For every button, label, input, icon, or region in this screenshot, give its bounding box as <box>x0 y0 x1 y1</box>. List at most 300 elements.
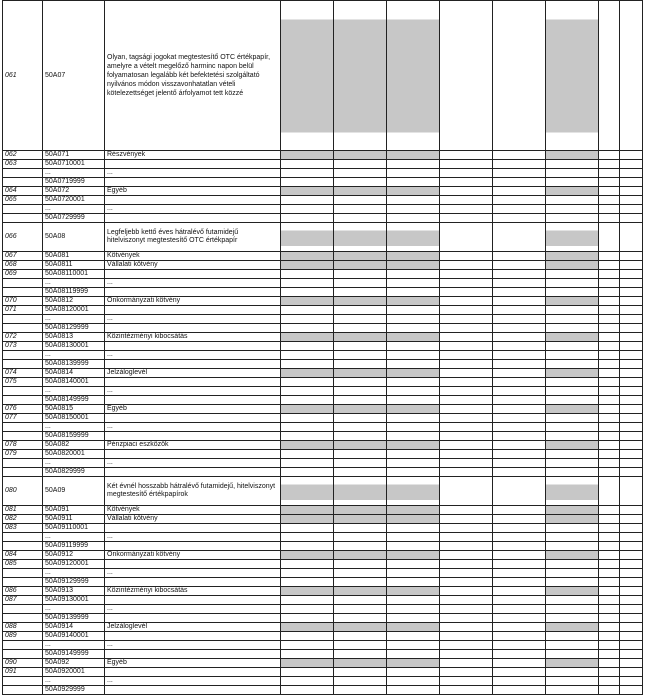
value-cell <box>599 1 620 151</box>
value-cell <box>599 214 620 223</box>
row-number-cell: 090 <box>3 659 43 668</box>
row-description-cell <box>105 178 281 187</box>
value-cell <box>334 369 387 378</box>
value-cell <box>387 686 440 695</box>
row-description-cell <box>105 468 281 477</box>
value-cell <box>493 324 546 333</box>
row-number-cell: 078 <box>3 441 43 450</box>
value-cell <box>387 160 440 169</box>
value-cell <box>281 614 334 623</box>
row-code-cell: 50A08139999 <box>43 360 105 369</box>
value-cell <box>599 632 620 641</box>
value-cell <box>546 160 599 169</box>
row-code-cell: 50A0815 <box>43 405 105 414</box>
value-cell <box>493 560 546 569</box>
data-table <box>2 0 643 695</box>
value-cell <box>599 551 620 560</box>
value-cell <box>620 614 643 623</box>
value-cell <box>493 169 546 178</box>
value-cell <box>599 252 620 261</box>
row-code-cell: 50A0913 <box>43 587 105 596</box>
row-code-cell: 50A091 <box>43 506 105 515</box>
value-cell <box>620 686 643 695</box>
value-cell <box>493 659 546 668</box>
value-cell <box>493 468 546 477</box>
row-number-cell: 071 <box>3 306 43 315</box>
value-cell <box>493 515 546 524</box>
value-cell <box>281 369 334 378</box>
table-row <box>3 151 643 160</box>
row-code-cell: 50A0929999 <box>43 686 105 695</box>
table-row <box>3 614 643 623</box>
value-cell <box>546 342 599 351</box>
value-cell <box>281 542 334 551</box>
value-cell <box>546 614 599 623</box>
value-cell <box>599 351 620 360</box>
value-cell <box>334 270 387 279</box>
row-code-cell: 50A0710001 <box>43 160 105 169</box>
value-cell <box>599 432 620 441</box>
row-code-cell: ... <box>43 569 105 578</box>
table-row <box>3 641 643 650</box>
value-cell <box>440 315 493 324</box>
value-cell <box>334 459 387 468</box>
value-cell <box>281 279 334 288</box>
row-description-cell <box>105 288 281 297</box>
value-cell <box>334 605 387 614</box>
value-cell <box>440 297 493 306</box>
value-cell <box>334 223 387 252</box>
row-code-cell: 50A08 <box>43 223 105 252</box>
value-cell <box>493 596 546 605</box>
value-cell <box>493 414 546 423</box>
row-description-cell: Legfeljebb kettő éves hátralévő futamidejű hitelviszonyt megtestesítő OTC értékpapír <box>105 223 281 252</box>
row-number-cell <box>3 288 43 297</box>
value-cell <box>387 387 440 396</box>
value-cell <box>620 560 643 569</box>
row-number-cell <box>3 423 43 432</box>
value-cell <box>387 288 440 297</box>
value-cell <box>620 632 643 641</box>
value-cell <box>334 477 387 506</box>
value-cell <box>440 369 493 378</box>
value-cell <box>599 315 620 324</box>
value-cell <box>620 542 643 551</box>
value-cell <box>334 187 387 196</box>
value-cell <box>334 151 387 160</box>
row-number-cell: 064 <box>3 187 43 196</box>
row-number-cell <box>3 351 43 360</box>
value-cell <box>387 369 440 378</box>
row-description-cell <box>105 650 281 659</box>
row-number-cell <box>3 569 43 578</box>
value-cell <box>334 297 387 306</box>
row-number-cell <box>3 686 43 695</box>
row-number-cell <box>3 169 43 178</box>
row-code-cell: ... <box>43 169 105 178</box>
value-cell <box>387 297 440 306</box>
row-number-cell: 087 <box>3 596 43 605</box>
value-cell <box>599 261 620 270</box>
row-number-cell <box>3 614 43 623</box>
row-number-cell: 082 <box>3 515 43 524</box>
value-cell <box>546 524 599 533</box>
table-row <box>3 515 643 524</box>
row-number-cell <box>3 432 43 441</box>
value-cell <box>620 668 643 677</box>
table-row <box>3 542 643 551</box>
table-row <box>3 378 643 387</box>
value-cell <box>493 432 546 441</box>
value-cell <box>334 596 387 605</box>
row-description-cell: Egyéb <box>105 405 281 414</box>
row-number-cell <box>3 214 43 223</box>
row-number-cell <box>3 677 43 686</box>
value-cell <box>620 261 643 270</box>
value-cell <box>493 279 546 288</box>
value-cell <box>620 178 643 187</box>
row-description-cell <box>105 378 281 387</box>
value-cell <box>281 551 334 560</box>
value-cell <box>493 306 546 315</box>
value-cell <box>599 578 620 587</box>
row-code-cell: 50A08110001 <box>43 270 105 279</box>
value-cell <box>281 160 334 169</box>
value-cell <box>546 441 599 450</box>
value-cell <box>546 650 599 659</box>
row-number-cell <box>3 650 43 659</box>
value-cell <box>281 178 334 187</box>
value-cell <box>440 414 493 423</box>
value-cell <box>493 214 546 223</box>
value-cell <box>334 1 387 151</box>
value-cell <box>620 223 643 252</box>
value-cell <box>334 414 387 423</box>
table-row <box>3 569 643 578</box>
table-row <box>3 578 643 587</box>
value-cell <box>599 333 620 342</box>
table-row <box>3 187 643 196</box>
value-cell <box>546 151 599 160</box>
table-row <box>3 342 643 351</box>
value-cell <box>334 160 387 169</box>
value-cell <box>620 506 643 515</box>
row-number-cell <box>3 315 43 324</box>
row-number-cell <box>3 360 43 369</box>
value-cell <box>334 178 387 187</box>
row-code-cell: 50A0729999 <box>43 214 105 223</box>
value-cell <box>281 659 334 668</box>
value-cell <box>440 459 493 468</box>
value-cell <box>334 659 387 668</box>
value-cell <box>440 187 493 196</box>
value-cell <box>546 515 599 524</box>
value-cell <box>546 387 599 396</box>
row-number-cell: 085 <box>3 560 43 569</box>
row-number-cell: 068 <box>3 261 43 270</box>
value-cell <box>493 315 546 324</box>
value-cell <box>334 214 387 223</box>
value-cell <box>546 432 599 441</box>
row-code-cell: 50A0829999 <box>43 468 105 477</box>
value-cell <box>493 677 546 686</box>
value-cell <box>281 641 334 650</box>
value-cell <box>546 223 599 252</box>
value-cell <box>493 605 546 614</box>
value-cell <box>493 686 546 695</box>
table-row <box>3 506 643 515</box>
value-cell <box>440 587 493 596</box>
row-code-cell: ... <box>43 533 105 542</box>
row-number-cell: 079 <box>3 450 43 459</box>
value-cell <box>493 668 546 677</box>
value-cell <box>281 306 334 315</box>
value-cell <box>546 196 599 205</box>
row-number-cell: 062 <box>3 151 43 160</box>
table-row <box>3 351 643 360</box>
value-cell <box>599 169 620 178</box>
row-code-cell: 50A072 <box>43 187 105 196</box>
value-cell <box>599 569 620 578</box>
value-cell <box>387 315 440 324</box>
row-number-cell: 074 <box>3 369 43 378</box>
value-cell <box>281 450 334 459</box>
value-cell <box>281 477 334 506</box>
value-cell <box>387 650 440 659</box>
row-description-cell <box>105 578 281 587</box>
value-cell <box>387 1 440 151</box>
value-cell <box>599 605 620 614</box>
row-description-cell: ... <box>105 387 281 396</box>
value-cell <box>387 560 440 569</box>
row-description-cell <box>105 686 281 695</box>
row-code-cell: 50A09110001 <box>43 524 105 533</box>
row-number-cell <box>3 387 43 396</box>
row-description-cell: Jelzáloglevél <box>105 623 281 632</box>
value-cell <box>387 360 440 369</box>
value-cell <box>620 151 643 160</box>
row-description-cell: Részvények <box>105 151 281 160</box>
table-row <box>3 441 643 450</box>
value-cell <box>387 270 440 279</box>
row-code-cell: 50A09140001 <box>43 632 105 641</box>
row-description-cell <box>105 542 281 551</box>
value-cell <box>599 596 620 605</box>
value-cell <box>546 178 599 187</box>
value-cell <box>387 279 440 288</box>
value-cell <box>440 551 493 560</box>
value-cell <box>546 169 599 178</box>
value-cell <box>281 223 334 252</box>
value-cell <box>281 524 334 533</box>
table-row <box>3 533 643 542</box>
value-cell <box>493 423 546 432</box>
value-cell <box>387 178 440 187</box>
value-cell <box>493 632 546 641</box>
row-description-cell <box>105 270 281 279</box>
row-number-cell: 083 <box>3 524 43 533</box>
value-cell <box>281 596 334 605</box>
value-cell <box>440 578 493 587</box>
value-cell <box>546 297 599 306</box>
value-cell <box>546 270 599 279</box>
value-cell <box>493 396 546 405</box>
row-description-cell: Közintézményi kibocsátás <box>105 587 281 596</box>
value-cell <box>334 261 387 270</box>
row-number-cell <box>3 542 43 551</box>
value-cell <box>546 641 599 650</box>
table-row <box>3 360 643 369</box>
value-cell <box>440 279 493 288</box>
value-cell <box>387 324 440 333</box>
value-cell <box>440 596 493 605</box>
value-cell <box>281 196 334 205</box>
table-row <box>3 315 643 324</box>
value-cell <box>493 524 546 533</box>
row-description-cell <box>105 432 281 441</box>
row-description-cell: ... <box>105 641 281 650</box>
row-code-cell: 50A09139999 <box>43 614 105 623</box>
value-cell <box>387 414 440 423</box>
value-cell <box>620 405 643 414</box>
value-cell <box>334 542 387 551</box>
value-cell <box>493 196 546 205</box>
value-cell <box>387 432 440 441</box>
value-cell <box>281 578 334 587</box>
row-description-cell: ... <box>105 315 281 324</box>
value-cell <box>387 605 440 614</box>
value-cell <box>599 533 620 542</box>
value-cell <box>281 569 334 578</box>
value-cell <box>599 396 620 405</box>
row-code-cell: 50A0820001 <box>43 450 105 459</box>
value-cell <box>493 587 546 596</box>
value-cell <box>599 223 620 252</box>
value-cell <box>599 477 620 506</box>
value-cell <box>599 542 620 551</box>
value-cell <box>281 506 334 515</box>
table-row <box>3 432 643 441</box>
row-code-cell: 50A09149999 <box>43 650 105 659</box>
value-cell <box>281 432 334 441</box>
value-cell <box>546 623 599 632</box>
value-cell <box>546 533 599 542</box>
value-cell <box>493 387 546 396</box>
row-number-cell: 081 <box>3 506 43 515</box>
row-number-cell: 069 <box>3 270 43 279</box>
table-row <box>3 524 643 533</box>
value-cell <box>387 333 440 342</box>
value-cell <box>440 178 493 187</box>
value-cell <box>546 414 599 423</box>
value-cell <box>387 524 440 533</box>
table-row <box>3 677 643 686</box>
value-cell <box>620 297 643 306</box>
value-cell <box>334 306 387 315</box>
row-description-cell: ... <box>105 351 281 360</box>
value-cell <box>387 578 440 587</box>
value-cell <box>334 432 387 441</box>
value-cell <box>493 369 546 378</box>
value-cell <box>387 468 440 477</box>
row-code-cell: 50A0920001 <box>43 668 105 677</box>
value-cell <box>387 632 440 641</box>
row-code-cell: ... <box>43 677 105 686</box>
value-cell <box>620 315 643 324</box>
value-cell <box>334 515 387 524</box>
value-cell <box>281 677 334 686</box>
row-number-cell <box>3 578 43 587</box>
value-cell <box>387 459 440 468</box>
value-cell <box>493 252 546 261</box>
table-row <box>3 387 643 396</box>
value-cell <box>620 396 643 405</box>
value-cell <box>440 506 493 515</box>
value-cell <box>599 659 620 668</box>
value-cell <box>334 533 387 542</box>
value-cell <box>281 396 334 405</box>
value-cell <box>620 677 643 686</box>
row-number-cell <box>3 641 43 650</box>
value-cell <box>334 333 387 342</box>
value-cell <box>599 623 620 632</box>
value-cell <box>440 423 493 432</box>
value-cell <box>440 450 493 459</box>
value-cell <box>599 342 620 351</box>
row-code-cell: ... <box>43 351 105 360</box>
row-code-cell: 50A08119999 <box>43 288 105 297</box>
value-cell <box>387 569 440 578</box>
row-number-cell: 065 <box>3 196 43 205</box>
row-code-cell: ... <box>43 387 105 396</box>
row-description-cell <box>105 306 281 315</box>
value-cell <box>493 623 546 632</box>
table-row <box>3 169 643 178</box>
row-number-cell <box>3 279 43 288</box>
value-cell <box>599 288 620 297</box>
value-cell <box>387 450 440 459</box>
value-cell <box>281 297 334 306</box>
table-row <box>3 650 643 659</box>
value-cell <box>387 351 440 360</box>
value-cell <box>493 614 546 623</box>
value-cell <box>599 178 620 187</box>
value-cell <box>493 261 546 270</box>
value-cell <box>440 515 493 524</box>
row-code-cell: 50A0811 <box>43 261 105 270</box>
table-row <box>3 459 643 468</box>
value-cell <box>599 378 620 387</box>
table-body <box>3 1 643 695</box>
value-cell <box>440 542 493 551</box>
value-cell <box>334 378 387 387</box>
value-cell <box>334 360 387 369</box>
value-cell <box>440 569 493 578</box>
value-cell <box>440 270 493 279</box>
table-row <box>3 596 643 605</box>
value-cell <box>599 506 620 515</box>
value-cell <box>281 405 334 414</box>
value-cell <box>493 187 546 196</box>
value-cell <box>281 1 334 151</box>
row-code-cell: 50A0914 <box>43 623 105 632</box>
value-cell <box>493 450 546 459</box>
row-description-cell: Kötvények <box>105 506 281 515</box>
row-description-cell: ... <box>105 279 281 288</box>
row-number-cell: 089 <box>3 632 43 641</box>
row-description-cell <box>105 560 281 569</box>
value-cell <box>334 351 387 360</box>
